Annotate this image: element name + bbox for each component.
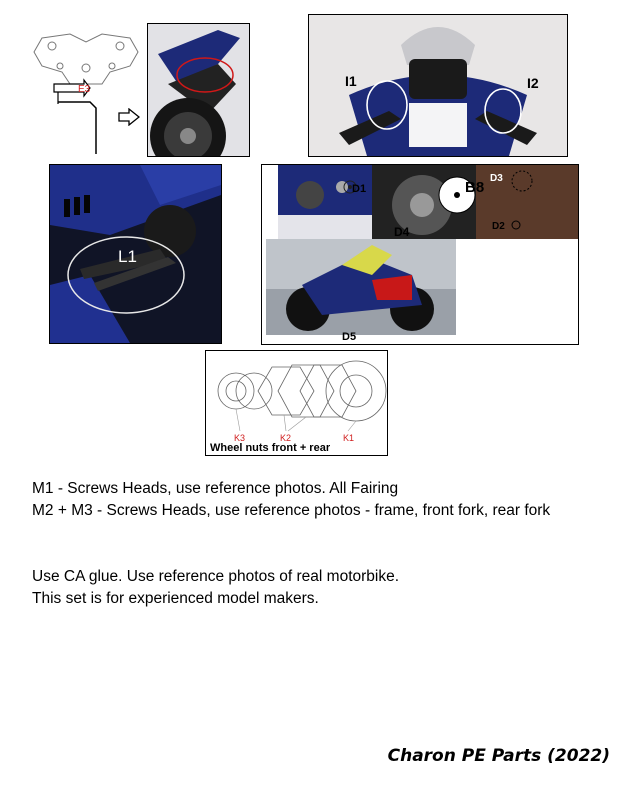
d1-label: D1 [352, 183, 367, 195]
d4-label: D4 [394, 225, 410, 239]
reference-collage [261, 164, 579, 345]
d5-label: D5 [342, 331, 357, 343]
e3-label: E3 [78, 84, 91, 95]
wheel-nuts-caption: Wheel nuts front + rear [210, 442, 331, 454]
i1-label: I1 [345, 73, 357, 89]
i2-label: I2 [527, 75, 539, 91]
d2-label: D2 [492, 221, 505, 232]
instruction-line-4: This set is for experienced model makers. [32, 590, 319, 607]
k2-label: K2 [280, 433, 292, 443]
tail-photo [147, 23, 250, 157]
instruction-line-3: Use CA glue. Use reference photos of real motorbike. [32, 568, 400, 585]
arrow-right-icon [118, 108, 140, 126]
d3-label: D3 [490, 173, 503, 184]
wheel-nuts-drawing [205, 350, 388, 456]
e3-part-drawing [30, 22, 142, 157]
footer-credit: Charon PE Parts (2022) [387, 746, 610, 766]
b8-label: B8 [465, 179, 485, 196]
k1-label: K1 [343, 433, 355, 443]
instruction-line-1: M1 - Screws Heads, use reference photos. All Fairing [32, 480, 399, 497]
handlebars-photo [308, 14, 568, 157]
l1-label: L1 [118, 247, 137, 266]
lever-photo [49, 164, 222, 344]
k3-label: K3 [234, 433, 246, 443]
instruction-line-2: M2 + M3 - Screws Heads, use reference photos - frame, front fork, rear fork [32, 502, 551, 519]
